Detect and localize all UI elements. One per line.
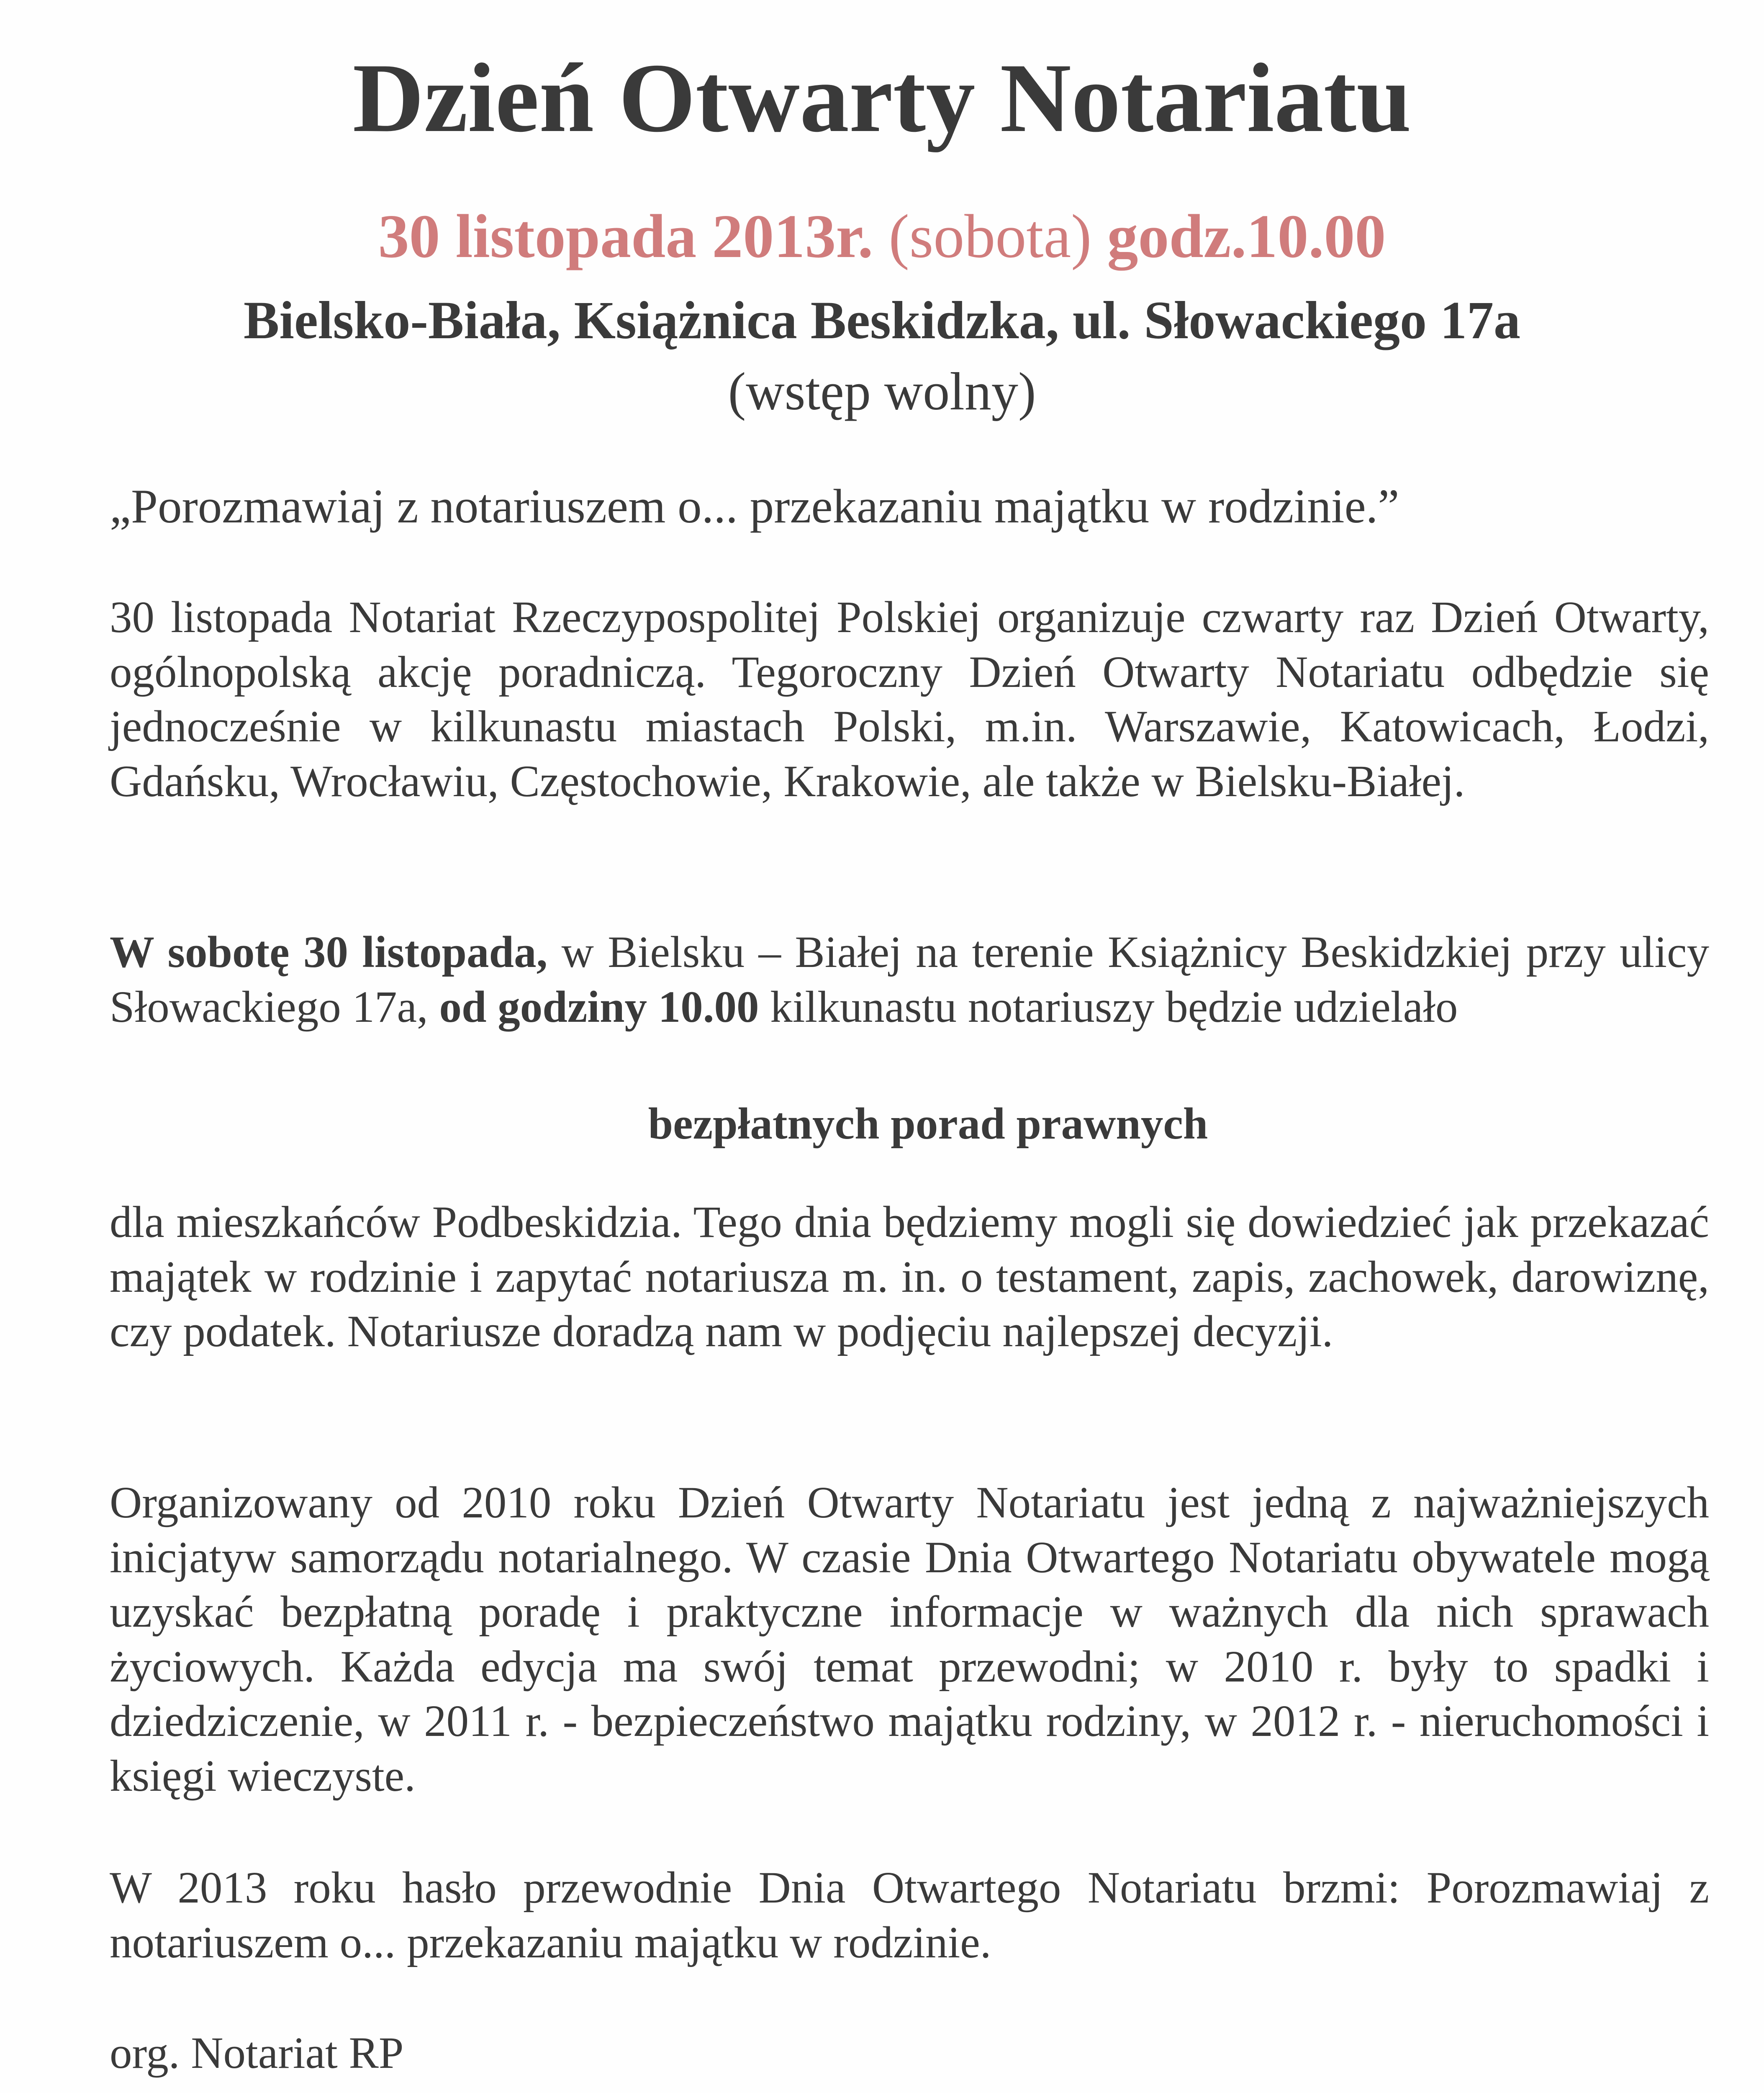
event-details-location: w Bielsku – Białej na terenie Książnicy Beskidzkiej przy ulicy Słowackiego 17a, [110, 928, 1709, 1032]
page-title: Dzień Otwarty Notariatu [352, 44, 1412, 153]
event-date: 30 listopada 2013r. [378, 202, 873, 271]
event-details-date: W sobotę 30 listopada, [110, 928, 548, 977]
paragraph-history: Organizowany od 2010 roku Dzień Otwarty Notariatu jest jedną z najważniejszych inicjatyw samorządu notarialnego. W czasie Dnia Otwartego Notariatu obywatele mogą uzyskać bezpłatną poradę i praktyczne informacje w ważnych dla nich sprawach życiowych. Każda edycja ma swój temat przewodni; w 2010 r. były to spadki i dziedziczenie, w 2011 r. - bezpieczeństwo majątku rodziny, w 2012 r. - nieruchomości i księgi wieczyste. [110, 1478, 1709, 1801]
event-address: Bielsko-Biała, Książnica Beskidzka, ul. Słowackiego 17a [244, 291, 1520, 350]
event-details-tail: kilkunastu notariuszy będzie udzielało [759, 982, 1458, 1032]
paragraph-intro: 30 listopada Notariat Rzeczypospolitej Polskiej organizuje czwarty raz Dzień Otwarty, ogólnopolską akcję poradniczą. Tegoroczny Dzień Otwarty Notariatu odbędzie się jednocześnie w kilkunastu miastach Polski, m.in. Warszawie, Katowicach, Łodzi, Gdańsku, Wrocławiu, Częstochowie, Krakowie, ale także w Bielsku-Białej. [110, 593, 1709, 806]
event-day: (sobota) [888, 202, 1092, 271]
paragraph-event-details [110, 925, 1709, 1034]
event-time: godz.10.00 [1107, 202, 1386, 271]
event-details-time: od godziny 10.00 [439, 982, 759, 1032]
organizer-signature: org. Notariat RP [110, 2029, 404, 2078]
free-advice-heading: bezpłatnych porad prawnych [648, 1099, 1208, 1149]
paragraph-topics: dla mieszkańców Podbeskidzia. Tego dnia będziemy mogli się dowiedzieć jak przekazać majątek w rodzinie i zapytać notariusza m. in. o testament, zapis, zachowek, darowiznę, czy podatek. Notariusze doradzą nam w podjęciu najlepszej decyzji. [110, 1198, 1709, 1356]
event-entry-note: (wstęp wolny) [728, 362, 1036, 421]
paragraph-slogan: W 2013 roku hasło przewodnie Dnia Otwartego Notariatu brzmi: Porozmawiaj z notariuszem o... przekazaniu majątku w rodzinie. [110, 1863, 1709, 1967]
event-date-line [0, 199, 1764, 274]
slogan-quote: „Porozmawiaj z notariuszem o... przekazaniu majątku w rodzinie.” [110, 480, 1399, 533]
